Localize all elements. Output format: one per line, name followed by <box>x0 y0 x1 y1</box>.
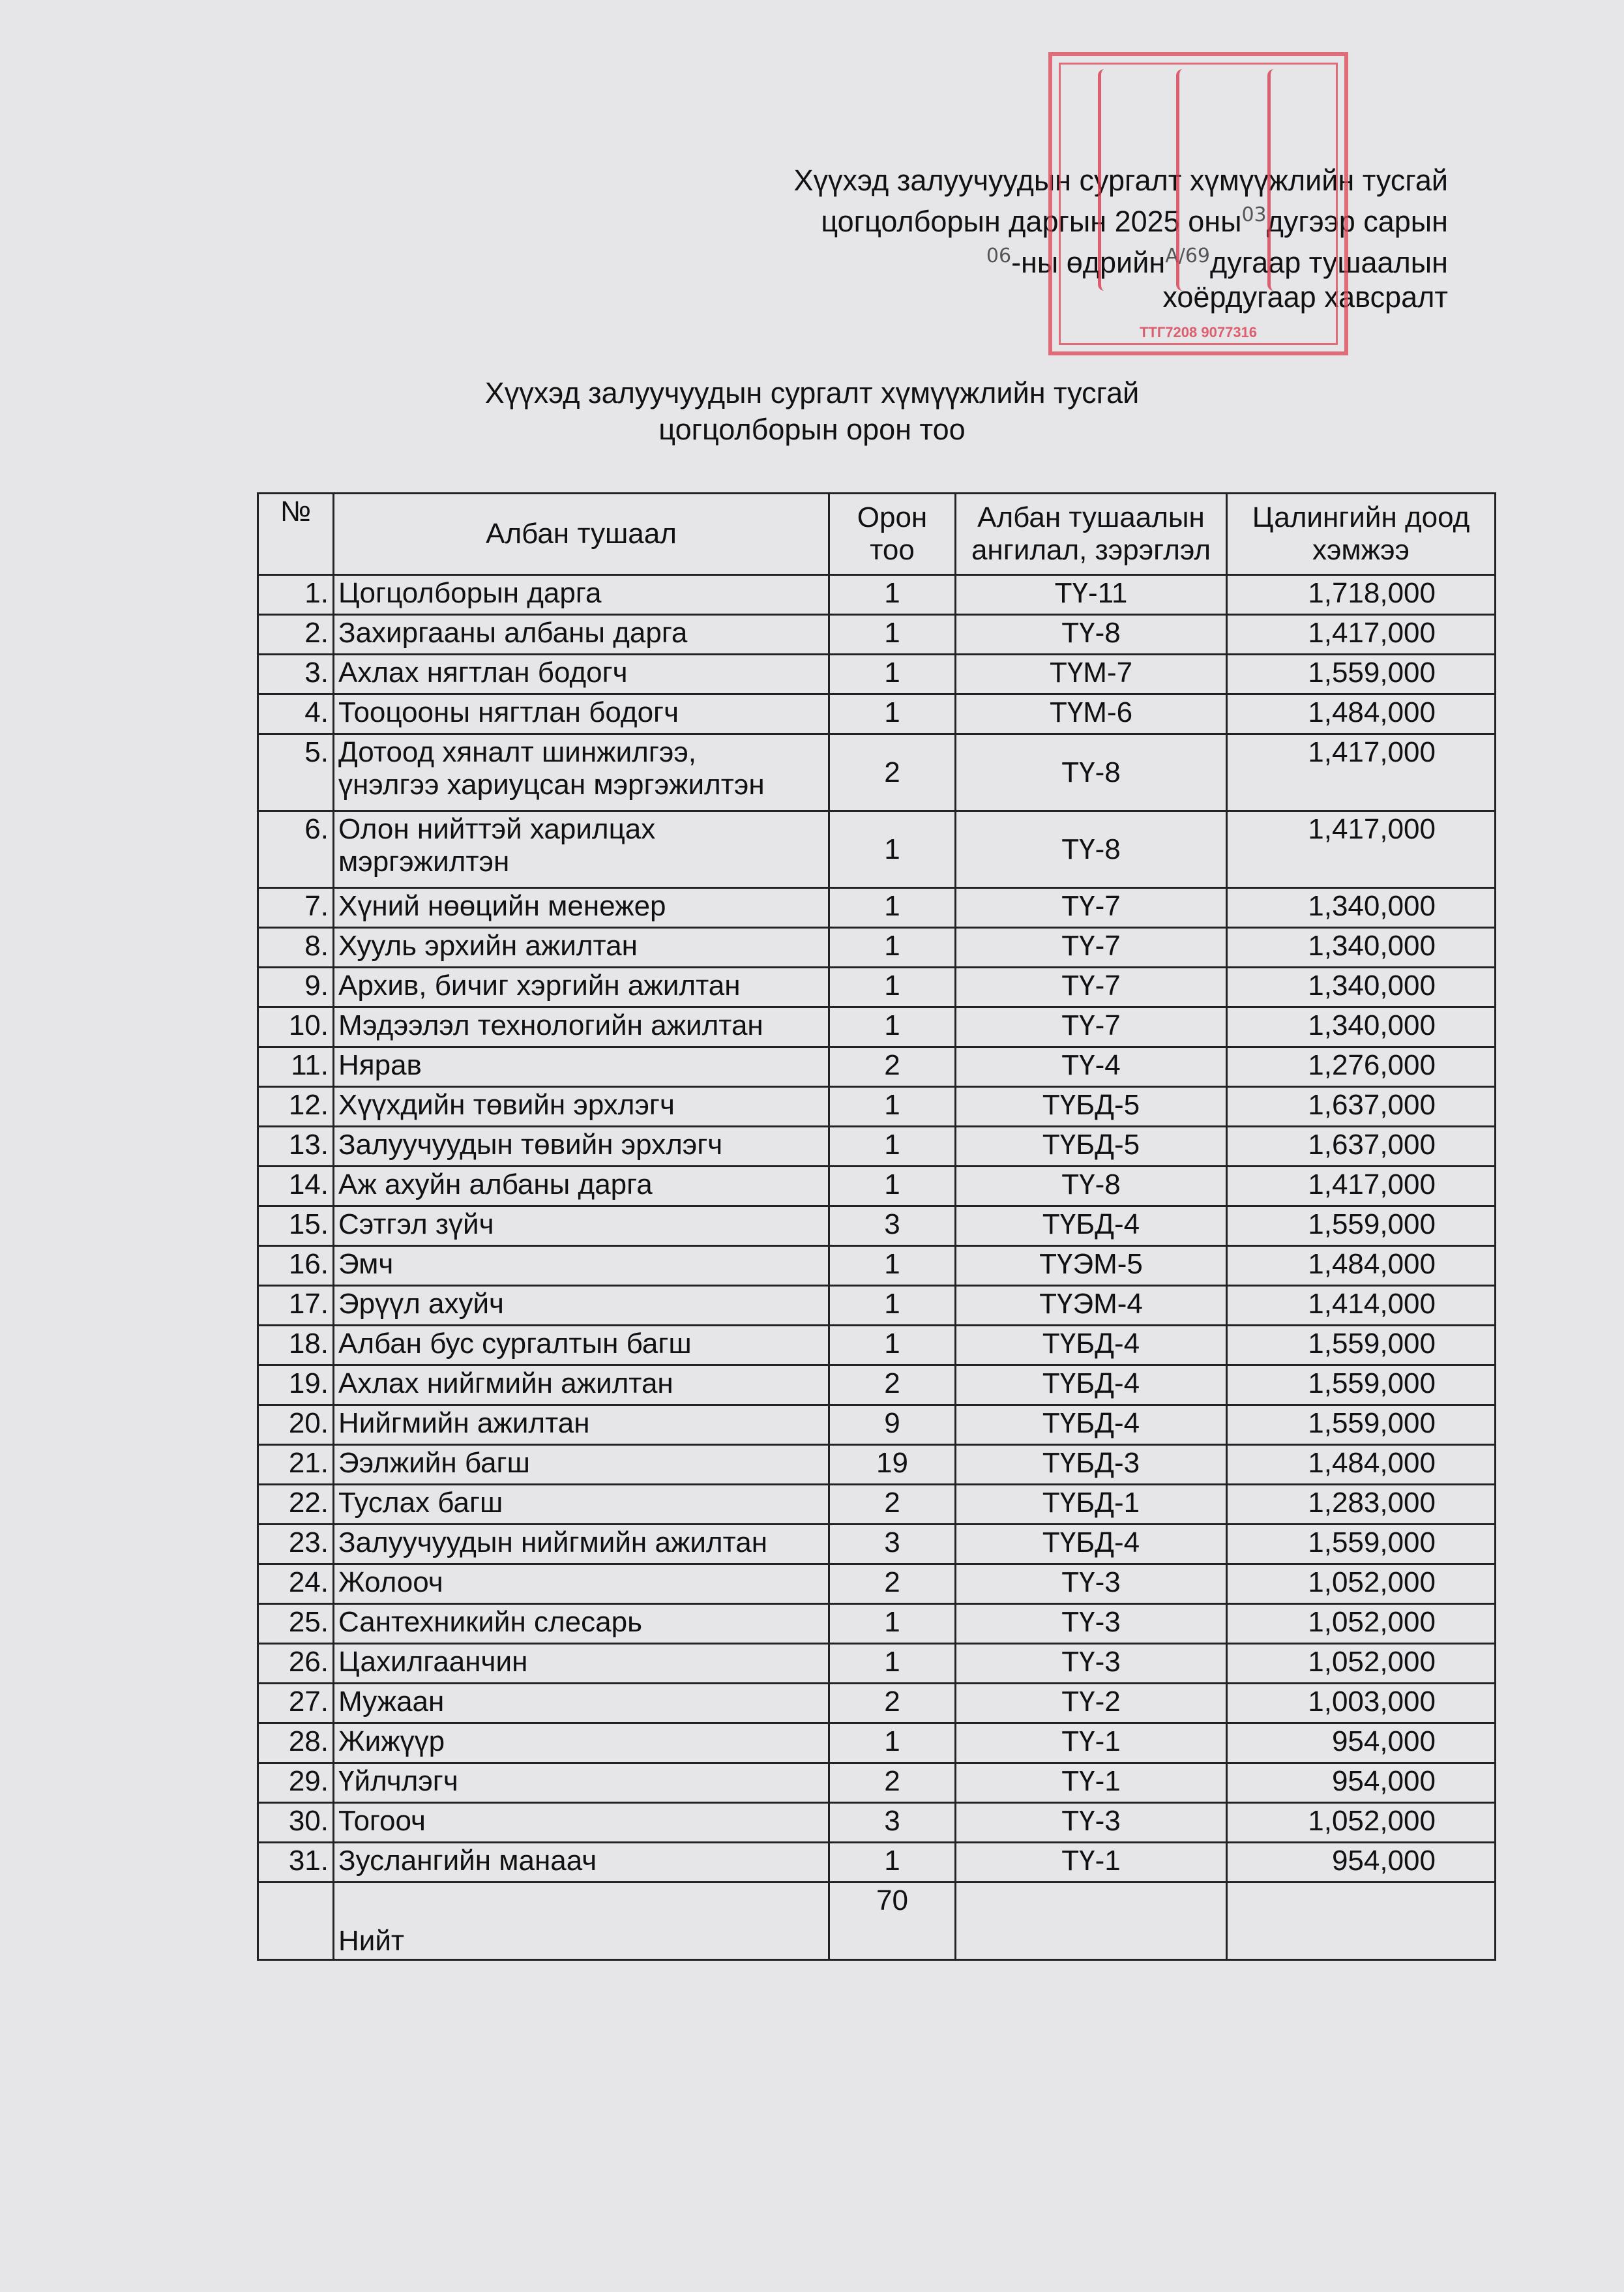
row-grade: ТҮ-8 <box>956 811 1227 888</box>
row-count: 2 <box>829 1047 956 1087</box>
table-row <box>258 1365 1496 1405</box>
row-position: Эрүүл ахуйч <box>334 1286 829 1326</box>
row-grade: ТҮ-3 <box>956 1604 1227 1644</box>
table-row <box>258 1047 1496 1087</box>
row-number: 2. <box>258 615 334 655</box>
row-salary: 1,637,000 <box>1227 1127 1496 1167</box>
row-count: 3 <box>829 1525 956 1564</box>
row-grade: ТҮМ-6 <box>956 694 1227 734</box>
row-grade: ТҮБД-3 <box>956 1445 1227 1485</box>
header-classification-line-2: ангилал, зэрэглэл <box>971 534 1211 566</box>
stamp-mongolian-script <box>1176 69 1205 291</box>
total-grade-cell <box>956 1883 1227 1960</box>
row-position: Ахлах нягтлан бодогч <box>334 655 829 694</box>
row-position: Тогооч <box>334 1803 829 1843</box>
row-number: 10. <box>258 1007 334 1047</box>
stamp-mongolian-script <box>1098 69 1127 291</box>
row-grade: ТҮ-4 <box>956 1047 1227 1087</box>
document-title-line-2: цогцолборын орон тоо <box>658 413 966 446</box>
header-position: Албан тушаал <box>334 494 829 575</box>
row-count: 1 <box>829 575 956 615</box>
row-count: 1 <box>829 1843 956 1883</box>
row-number: 20. <box>258 1405 334 1445</box>
row-count: 19 <box>829 1445 956 1485</box>
row-position: Цогцолборын дарга <box>334 575 829 615</box>
row-number: 26. <box>258 1644 334 1684</box>
row-count: 2 <box>829 1564 956 1604</box>
row-count: 2 <box>829 1763 956 1803</box>
row-salary: 954,000 <box>1227 1723 1496 1763</box>
row-grade: ТҮ-3 <box>956 1644 1227 1684</box>
row-salary: 1,559,000 <box>1227 1525 1496 1564</box>
row-count: 1 <box>829 1604 956 1644</box>
row-grade: ТҮБД-4 <box>956 1326 1227 1365</box>
table-row <box>258 1286 1496 1326</box>
row-count: 1 <box>829 655 956 694</box>
row-salary: 1,559,000 <box>1227 1326 1496 1365</box>
table-row <box>258 1405 1496 1445</box>
total-number-cell <box>258 1883 334 1960</box>
row-number: 7. <box>258 888 334 928</box>
row-grade: ТҮ-2 <box>956 1684 1227 1723</box>
row-count: 3 <box>829 1803 956 1843</box>
row-position: Хүүхдийн төвийн эрхлэгч <box>334 1087 829 1127</box>
table-row <box>258 575 1496 615</box>
table-row <box>258 1723 1496 1763</box>
row-count: 1 <box>829 615 956 655</box>
row-grade: ТҮ-8 <box>956 1167 1227 1206</box>
header-classification <box>956 494 1227 575</box>
row-count: 1 <box>829 811 956 888</box>
table-row <box>258 1684 1496 1723</box>
row-number: 25. <box>258 1604 334 1644</box>
row-number: 19. <box>258 1365 334 1405</box>
table-header-row <box>258 494 1496 575</box>
row-position: Хүний нөөцийн менежер <box>334 888 829 928</box>
document-title <box>0 375 1624 448</box>
row-grade: ТҮБД-4 <box>956 1206 1227 1246</box>
row-salary: 954,000 <box>1227 1763 1496 1803</box>
row-grade: ТҮ-1 <box>956 1843 1227 1883</box>
table-row <box>258 655 1496 694</box>
table-row <box>258 811 1496 888</box>
row-salary: 1,003,000 <box>1227 1684 1496 1723</box>
row-grade: ТҮБД-4 <box>956 1405 1227 1445</box>
order-number-text: дугаар тушаалын <box>1210 246 1448 279</box>
row-salary: 1,052,000 <box>1227 1644 1496 1684</box>
row-number: 24. <box>258 1564 334 1604</box>
row-position: Тооцооны нягтлан бодогч <box>334 694 829 734</box>
document-title-line-1: Хүүхэд залуучуудын сургалт хүмүүжлийн тусгай <box>484 376 1140 409</box>
order-day-text: -ны өдрийн <box>1011 246 1166 279</box>
row-number: 8. <box>258 928 334 968</box>
row-salary: 1,052,000 <box>1227 1604 1496 1644</box>
row-number: 4. <box>258 694 334 734</box>
row-number: 9. <box>258 968 334 1007</box>
table-row <box>258 1127 1496 1167</box>
row-position: Албан бус сургалтын багш <box>334 1326 829 1365</box>
staffing-table <box>257 492 1496 1961</box>
row-position: Залуучуудын нийгмийн ажилтан <box>334 1525 829 1564</box>
row-grade: ТҮБД-5 <box>956 1087 1227 1127</box>
row-salary: 1,052,000 <box>1227 1564 1496 1604</box>
row-number: 12. <box>258 1087 334 1127</box>
row-position-line-1: Дотоод хяналт шинжилгээ, <box>338 736 697 768</box>
row-salary: 1,417,000 <box>1227 811 1496 888</box>
table-row <box>258 1803 1496 1843</box>
row-count: 2 <box>829 734 956 811</box>
table-row <box>258 1485 1496 1525</box>
row-position: Мэдээлэл технологийн ажилтан <box>334 1007 829 1047</box>
row-number: 31. <box>258 1843 334 1883</box>
row-grade: ТҮ-7 <box>956 928 1227 968</box>
header-salary-line-2: хэмжээ <box>1312 534 1410 566</box>
table-row <box>258 1525 1496 1564</box>
row-position: Үйлчлэгч <box>334 1763 829 1803</box>
row-count: 1 <box>829 1127 956 1167</box>
row-number: 13. <box>258 1127 334 1167</box>
row-grade: ТҮ-11 <box>956 575 1227 615</box>
header-count <box>829 494 956 575</box>
table-row <box>258 1843 1496 1883</box>
row-salary: 1,340,000 <box>1227 888 1496 928</box>
table-row <box>258 1007 1496 1047</box>
row-position-line-1: Олон нийттэй харилцах <box>338 813 656 845</box>
order-date-text: цогцолборын даргын 2025 оны <box>821 205 1242 238</box>
row-count: 1 <box>829 694 956 734</box>
row-number: 21. <box>258 1445 334 1485</box>
row-salary: 1,559,000 <box>1227 1365 1496 1405</box>
row-position: Залуучуудын төвийн эрхлэгч <box>334 1127 829 1167</box>
header-salary-line-1: Цалингийн доод <box>1252 501 1470 533</box>
table-row <box>258 734 1496 811</box>
table-row <box>258 928 1496 968</box>
row-number: 6. <box>258 811 334 888</box>
table-row <box>258 1167 1496 1206</box>
row-grade: ТҮЭМ-5 <box>956 1246 1227 1286</box>
row-grade: ТҮ-1 <box>956 1763 1227 1803</box>
row-position: Хууль эрхийн ажилтан <box>334 928 829 968</box>
row-salary: 1,559,000 <box>1227 1405 1496 1445</box>
table-row <box>258 1445 1496 1485</box>
row-salary: 1,484,000 <box>1227 1445 1496 1485</box>
header-salary <box>1227 494 1496 575</box>
row-count: 2 <box>829 1485 956 1525</box>
row-salary: 1,340,000 <box>1227 968 1496 1007</box>
row-position: Сэтгэл зүйч <box>334 1206 829 1246</box>
row-position: Цахилгаанчин <box>334 1644 829 1684</box>
row-grade: ТҮМ-7 <box>956 655 1227 694</box>
order-month-text: дугээр сарын <box>1266 205 1448 238</box>
row-number: 16. <box>258 1246 334 1286</box>
row-grade: ТҮ-7 <box>956 968 1227 1007</box>
row-number: 3. <box>258 655 334 694</box>
row-salary: 1,484,000 <box>1227 694 1496 734</box>
row-position: Захиргааны албаны дарга <box>334 615 829 655</box>
row-position: Зуслангийн манаач <box>334 1843 829 1883</box>
table-row <box>258 615 1496 655</box>
row-salary: 1,276,000 <box>1227 1047 1496 1087</box>
row-count: 1 <box>829 1644 956 1684</box>
row-salary: 1,417,000 <box>1227 1167 1496 1206</box>
row-grade: ТҮБД-5 <box>956 1127 1227 1167</box>
table-body <box>258 575 1496 1883</box>
row-position: Эмч <box>334 1246 829 1286</box>
row-position: Туслах багш <box>334 1485 829 1525</box>
row-salary: 1,417,000 <box>1227 615 1496 655</box>
row-number: 5. <box>258 734 334 811</box>
row-salary: 1,559,000 <box>1227 1206 1496 1246</box>
row-position: Нярав <box>334 1047 829 1087</box>
row-position: Жолооч <box>334 1564 829 1604</box>
row-count: 1 <box>829 1286 956 1326</box>
row-salary: 1,559,000 <box>1227 655 1496 694</box>
table-row <box>258 1564 1496 1604</box>
total-salary-cell <box>1227 1883 1496 1960</box>
order-reference-line-1: Хүүхэд залуучуудын сургалт хүмүүжлийн тусгай <box>793 164 1448 197</box>
official-stamp <box>1048 52 1348 355</box>
row-count: 3 <box>829 1206 956 1246</box>
row-position-line-2: үнэлгээ хариуцсан мэргэжилтэн <box>338 769 765 801</box>
row-grade: ТҮЭМ-4 <box>956 1286 1227 1326</box>
total-value: 70 <box>829 1883 956 1960</box>
row-number: 22. <box>258 1485 334 1525</box>
table-row <box>258 1604 1496 1644</box>
row-salary: 1,718,000 <box>1227 575 1496 615</box>
row-position: Ээлжийн багш <box>334 1445 829 1485</box>
row-salary: 1,340,000 <box>1227 928 1496 968</box>
header-classification-line-1: Албан тушаалын <box>977 501 1205 533</box>
row-grade: ТҮ-8 <box>956 615 1227 655</box>
row-salary: 954,000 <box>1227 1843 1496 1883</box>
total-label: Нийт <box>334 1883 829 1960</box>
row-number: 30. <box>258 1803 334 1843</box>
row-salary: 1,637,000 <box>1227 1087 1496 1127</box>
row-grade: ТҮ-7 <box>956 888 1227 928</box>
table-row <box>258 968 1496 1007</box>
row-position <box>334 734 829 811</box>
row-number: 18. <box>258 1326 334 1365</box>
row-count: 1 <box>829 1007 956 1047</box>
row-salary: 1,052,000 <box>1227 1803 1496 1843</box>
row-count: 1 <box>829 1246 956 1286</box>
row-salary: 1,340,000 <box>1227 1007 1496 1047</box>
table-row <box>258 1206 1496 1246</box>
row-grade: ТҮБД-4 <box>956 1365 1227 1405</box>
row-count: 1 <box>829 1087 956 1127</box>
row-count: 9 <box>829 1405 956 1445</box>
table-row <box>258 1246 1496 1286</box>
row-position: Сантехникийн слесарь <box>334 1604 829 1644</box>
table-row <box>258 888 1496 928</box>
handwritten-month: 03 <box>1241 203 1267 226</box>
header-count-line-2: тоо <box>870 534 915 566</box>
order-reference-line-4: хоёрдугаар хавсралт <box>1162 280 1448 314</box>
row-position: Мужаан <box>334 1684 829 1723</box>
row-position: Аж ахуйн албаны дарга <box>334 1167 829 1206</box>
row-grade: ТҮ-3 <box>956 1564 1227 1604</box>
row-number: 28. <box>258 1723 334 1763</box>
table-row <box>258 694 1496 734</box>
row-position: Жижүүр <box>334 1723 829 1763</box>
row-number: 23. <box>258 1525 334 1564</box>
row-number: 29. <box>258 1763 334 1803</box>
row-position <box>334 811 829 888</box>
row-grade: ТҮ-7 <box>956 1007 1227 1047</box>
row-count: 1 <box>829 1167 956 1206</box>
row-number: 14. <box>258 1167 334 1206</box>
row-position-line-2: мэргэжилтэн <box>338 846 510 878</box>
row-grade: ТҮ-1 <box>956 1723 1227 1763</box>
row-number: 27. <box>258 1684 334 1723</box>
row-grade: ТҮБД-1 <box>956 1485 1227 1525</box>
row-salary: 1,417,000 <box>1227 734 1496 811</box>
handwritten-order-number: А/69 <box>1165 245 1210 267</box>
table-row <box>258 1326 1496 1365</box>
row-grade: ТҮ-8 <box>956 734 1227 811</box>
row-position: Архив, бичиг хэргийн ажилтан <box>334 968 829 1007</box>
row-number: 11. <box>258 1047 334 1087</box>
row-number: 15. <box>258 1206 334 1246</box>
header-number: № <box>258 494 334 575</box>
row-number: 17. <box>258 1286 334 1326</box>
table-row <box>258 1763 1496 1803</box>
row-grade: ТҮБД-4 <box>956 1525 1227 1564</box>
row-count: 1 <box>829 928 956 968</box>
table-row <box>258 1644 1496 1684</box>
table-total-row <box>258 1883 1496 1960</box>
row-number: 1. <box>258 575 334 615</box>
table-row <box>258 1087 1496 1127</box>
row-grade: ТҮ-3 <box>956 1803 1227 1843</box>
row-salary: 1,283,000 <box>1227 1485 1496 1525</box>
header-count-line-1: Орон <box>857 501 928 533</box>
stamp-number: ТТГ7208 9077316 <box>1139 324 1258 340</box>
row-count: 1 <box>829 888 956 928</box>
row-count: 2 <box>829 1684 956 1723</box>
row-salary: 1,414,000 <box>1227 1286 1496 1326</box>
handwritten-day: 06 <box>986 245 1012 267</box>
row-position: Нийгмийн ажилтан <box>334 1405 829 1445</box>
row-position: Ахлах нийгмийн ажилтан <box>334 1365 829 1405</box>
row-count: 1 <box>829 1326 956 1365</box>
stamp-mongolian-script <box>1267 69 1297 291</box>
row-count: 1 <box>829 1723 956 1763</box>
row-count: 1 <box>829 968 956 1007</box>
row-salary: 1,484,000 <box>1227 1246 1496 1286</box>
row-count: 2 <box>829 1365 956 1405</box>
